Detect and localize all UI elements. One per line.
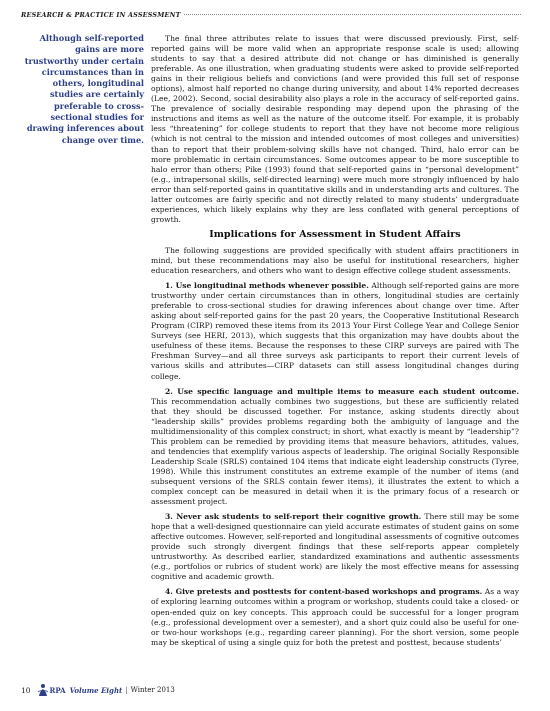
recommendation-paragraph-3 (151, 512, 519, 582)
volume-label: Volume Eight (69, 685, 123, 695)
recommendation-paragraph-1 (151, 281, 519, 381)
footer-separator: | (125, 686, 128, 694)
recommendation-text: As a way of exploring learning outcomes within a program or workshop, students could take a closed- or open-ended quiz on key concepts. This approach could be successful for a longer program (e.g., professional development over a semester), and a short quiz could also be useful for one- or two-hour workshops (e.g., regarding career planning). For the short version, some people may be skeptical of using a single quiz for both the pretest and posttest, because students’ (151, 587, 520, 647)
page-number: 10 (21, 685, 31, 695)
intro-paragraph: The final three attributes relate to issues that were discussed previously. First, self-reported gains will be more valid when an appropriate response scale is used; allowing students to say that a desired attribute did not change or has diminished is generally preferable. As one illustration, when graduating students were asked to provide self-reported gains in their religious beliefs and convictions (and were provided this full set of response options), almost half reported no change during university, and about 14% reported decreases (Lee, 2002). Second, social desirability also plays a role in the accuracy of self-reported gains. The prevalence of socially desirable responding may depend upon the phrasing of the instructions and items as well as the nature of the outcome itself. For example, it is probably less “threatening” for college students to report that they have not become more religious (which is not central to the mission and intended outcomes of most colleges and universities) than to report that their problem-solving skills have not changed. Third, halo error can be more problematic in certain circumstances. Some outcomes appear to be more susceptible to halo error than others; Pike (1993) found that self-reported gains in “personal development” (e.g., intrapersonal skills, self-directed learning) were much more strongly influenced by halo error than self-reported gains in quantitative skills and in understanding arts and cultures. The latter outcomes are fairly specific and not directly related to many students’ undergraduate experiences, which likely explains why they are less conflated with general perceptions of growth. (151, 34, 519, 224)
recommendation-text: This recommendation actually combines two suggestions, but these are sufficiently related that they should be discussed together. For instance, asking students directly about “leadership skills” provides problems regarding both the ambiguity of language and the multidimensionality of this complex construct; in short, what exactly is meant by “leadership”? This problem can be remedied by providing items that measure behaviors, attitudes, values, and tendencies that exemplify various aspects of leadership. The original Socially Responsible Leadership Scale (SRLS) contained 104 items that indicate eight leadership constructs (Tyree, 1998). While this instrument constitutes an extreme example of the number of items (and subsequent versions of the SRLS contain fewer items), it illustrates the extent to which a complex concept can be measured in detail when it is the primary focus of a research or assessment project. (151, 396, 519, 507)
recommendation-lead: 3. Never ask students to self-report their cognitive growth. (165, 512, 422, 522)
recommendation-lead: 4. Give pretests and posttests for content-based workshops and programs. (165, 587, 483, 597)
section-intro-paragraph: The following suggestions are provided specifically with student affairs practitioners in mind, but these recommendations may also be useful for institutional researchers, higher education researchers, and others who want to design effective college student assessments. (151, 245, 519, 276)
section-heading: Implications for Assessment in Student Affairs (209, 228, 461, 240)
recommendation-paragraph-4 (151, 587, 519, 647)
page-footer (21, 682, 175, 698)
header-dotted-rule (184, 14, 521, 16)
pull-quote: Although self-reported gains are more trustworthy under certain circumstances than in others, longitudinal studies are certainly preferable to cross-sectional studies for drawing inferences about change over time. (24, 33, 144, 145)
logo-text: RPA (49, 685, 66, 695)
recommendation-lead: 1. Use longitudinal methods whenever possible. (165, 281, 369, 291)
recommendation-paragraph-2 (151, 387, 519, 508)
main-text-column (151, 34, 519, 653)
recommendation-lead: 2. Use specific language and multiple items to measure each student outcome. (165, 386, 519, 396)
section-label: RESEARCH & PRACTICE IN ASSESSMENT (21, 11, 181, 19)
recommendation-text: Although self-reported gains are more trustworthy under certain circumstances than in others, longitudinal studies are certainly preferable to cross-sectional studies for drawing inferences about change over time. After asking about self-reported gains for the past 20 years, the Cooperative Institutional Research Program (CIRP) removed these items from its 2013 Your First College Year and College Senior Surveys (see HERI, 2013), which suggests that this organization may have doubts about the usefulness of these items. Because the responses to these CIRP surveys are paired with The Freshman Survey—and all three surveys ask participants to report their current levels of various skills and attributes—CIRP datasets can still assess longitudinal changes during college. (151, 281, 519, 381)
issue-label: Winter 2013 (130, 686, 175, 694)
rpa-logo (37, 683, 66, 697)
running-header (21, 10, 521, 20)
rpa-logo-icon (37, 683, 49, 697)
recommendation-text: There still may be some hope that a well-designed questionnaire can yield accurate estimates of student gains on some affective outcomes. However, self-reported and longitudinal assessments of cognitive outcomes provide such strongly divergent findings that these self-reports appear completely untrustworthy. As described earlier, standardized examinations and authentic assessments (e.g., portfolios or rubrics of student work) are likely the most effective means for assessing cognitive and academic growth. (151, 512, 519, 582)
